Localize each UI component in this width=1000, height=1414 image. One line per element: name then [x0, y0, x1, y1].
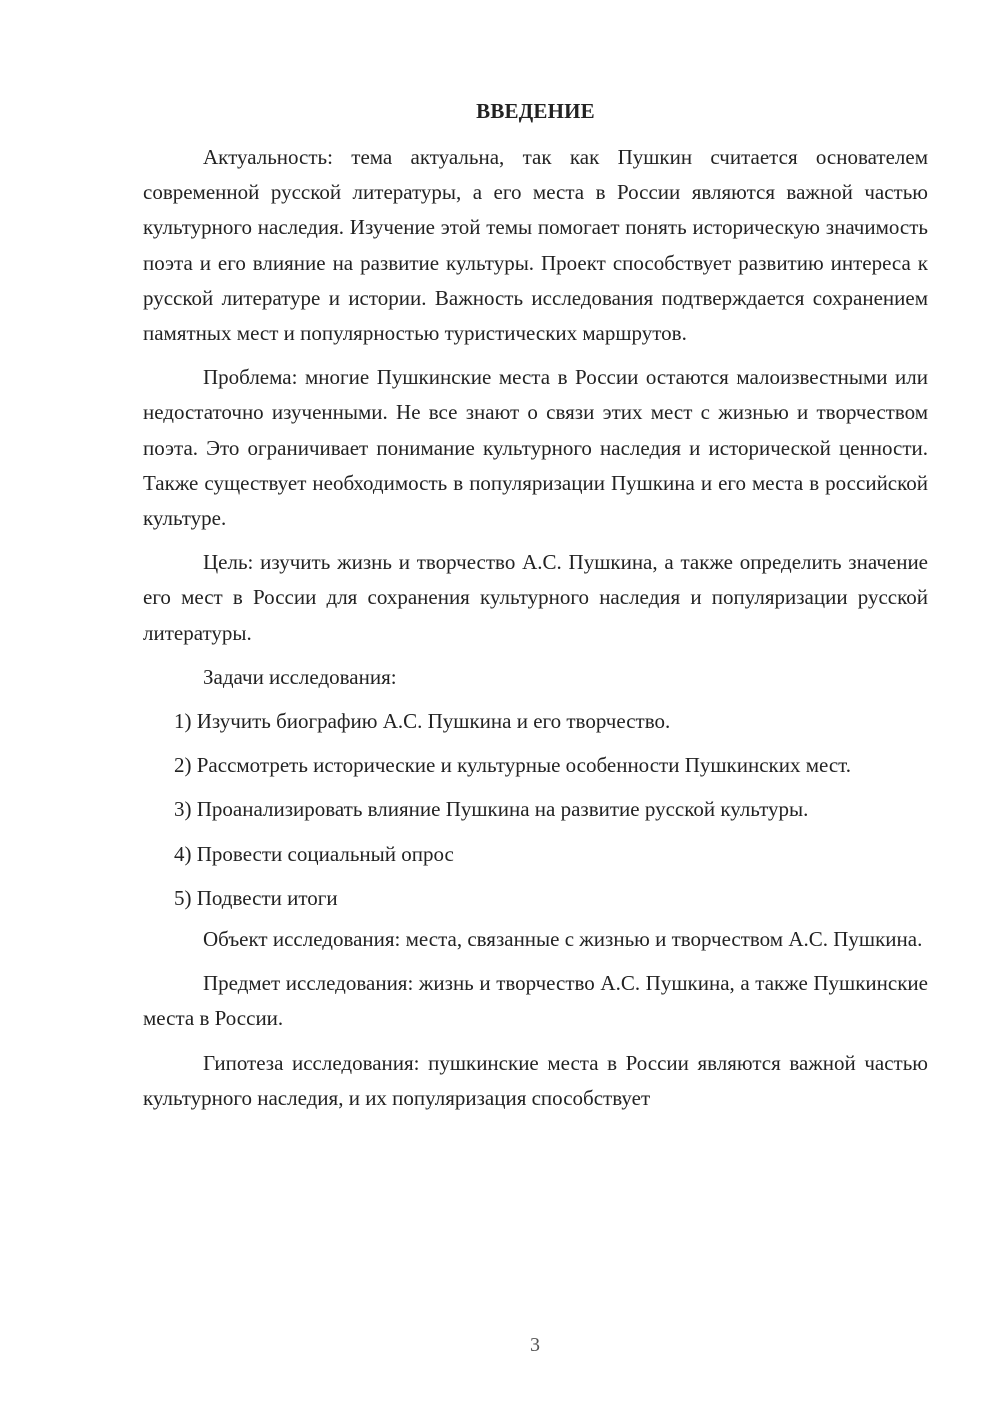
relevance-paragraph: Актуальность: тема актуальна, так как Пушкин считается основателем современной русской литературы, а его места в России являются важной частью культурного наследия. Изучение этой темы помогает понять историческую значимость поэта и его влияние на развитие культуры. Проект способствует развитию интереса к русской литературе и истории. Важность исследования подтверждается сохранением памятных мест и популярностью туристических маршрутов.: [143, 145, 928, 346]
task-item: 3) Проанализировать влияние Пушкина на развитие русской культуры.: [174, 797, 809, 822]
task-item: 1) Изучить биографию А.С. Пушкина и его творчество.: [174, 709, 671, 734]
goal-paragraph: Цель: изучить жизнь и творчество А.С. Пушкина, а также определить значение его мест в России для сохранения культурного наследия и популяризации русской литературы.: [143, 550, 928, 645]
subject-paragraph: Предмет исследования: жизнь и творчество А.С. Пушкина, а также Пушкинские места в России.: [143, 971, 928, 1031]
tasks-heading: Задачи исследования:: [203, 664, 397, 689]
page-content: [143, 96, 928, 1125]
section-title: ВВЕДЕНИЕ: [476, 99, 595, 123]
task-item: 5) Подвести итоги: [174, 885, 338, 910]
task-item: 4) Провести социальный опрос: [174, 841, 454, 866]
hypothesis-paragraph: Гипотеза исследования: пушкинские места в России являются важной частью культурного наследия, и их популяризация способствует: [143, 1050, 928, 1110]
problem-paragraph: Проблема: многие Пушкинские места в России остаются малоизвестными или недостаточно изученными. Не все знают о связи этих мест с жизнью и творчеством поэта. Это ограничивает понимание культурного наследия и исторической ценности. Также существует необходимость в популяризации Пушкина и его места в российской культуре.: [143, 365, 928, 531]
task-item: 2) Рассмотреть исторические и культурные особенности Пушкинских мест.: [174, 753, 852, 778]
object-paragraph: Объект исследования: места, связанные с жизнью и творчеством А.С. Пушкина.: [203, 927, 923, 952]
page-number: 3: [530, 1334, 540, 1356]
